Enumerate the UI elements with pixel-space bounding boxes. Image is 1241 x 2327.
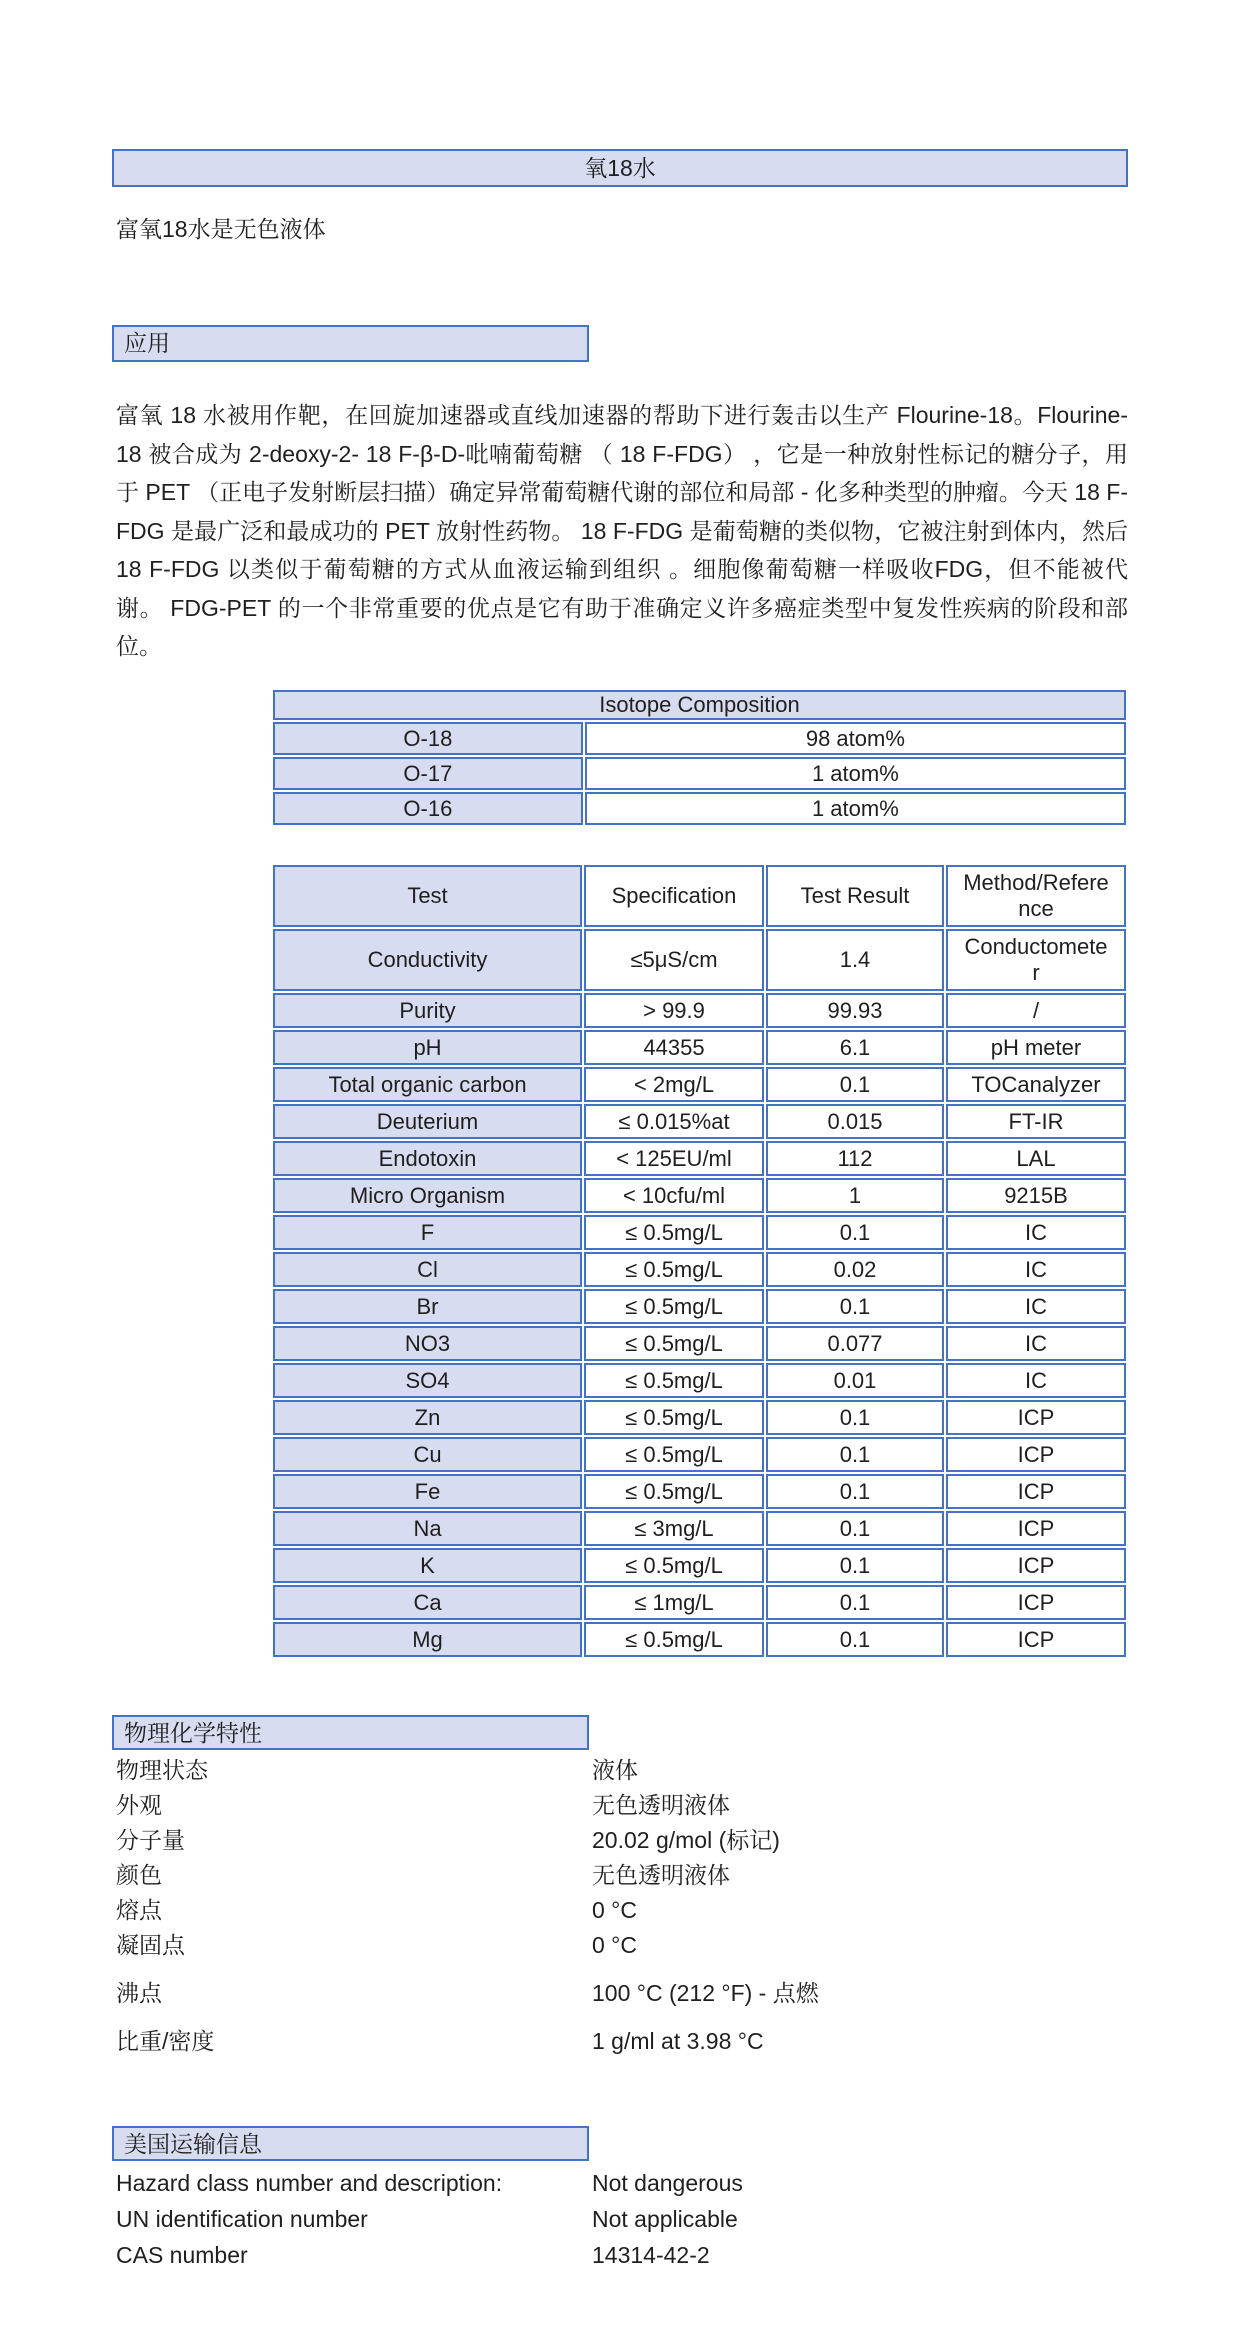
test-name-cell: Br (273, 1289, 582, 1324)
test-name-cell: Fe (273, 1474, 582, 1509)
specification-cell: ≤ 0.5mg/L (584, 1548, 764, 1583)
isotope-composition-table (271, 688, 1128, 827)
property-value: 20.02 g/mol (标记) (592, 1827, 780, 1853)
test-name-cell: SO4 (273, 1363, 582, 1398)
table-row (273, 792, 1126, 825)
test-name-cell: Mg (273, 1622, 582, 1657)
specification-cell: ≤ 0.5mg/L (584, 1252, 764, 1287)
property-value: 无色透明液体 (592, 1792, 730, 1818)
test-result-cell: 0.1 (766, 1511, 944, 1546)
method-cell: IC (946, 1363, 1126, 1398)
test-result-cell: 0.1 (766, 1067, 944, 1102)
specification-cell: ≤ 0.5mg/L (584, 1622, 764, 1657)
method-cell: TOCanalyzer (946, 1067, 1126, 1102)
section-header-transport-info: 美国运输信息 (112, 2126, 589, 2161)
property-label: 分子量 (116, 1827, 185, 1853)
test-name-cell: Total organic carbon (273, 1067, 582, 1102)
test-name-cell: F (273, 1215, 582, 1250)
method-cell: pH meter (946, 1030, 1126, 1065)
specification-cell: < 125EU/ml (584, 1141, 764, 1176)
specification-cell: < 2mg/L (584, 1067, 764, 1102)
property-label: 颜色 (116, 1862, 162, 1888)
test-result-cell: 0.1 (766, 1474, 944, 1509)
table-row (273, 1252, 1126, 1287)
property-label: 沸点 (116, 1980, 162, 2006)
test-result-cell: 99.93 (766, 993, 944, 1028)
specification-cell: ≤ 0.5mg/L (584, 1363, 764, 1398)
specification-cell: ≤ 0.5mg/L (584, 1437, 764, 1472)
transport-row (116, 2165, 1128, 2201)
table-row (273, 1437, 1126, 1472)
isotope-name-cell: O-16 (273, 792, 583, 825)
table-row (273, 1104, 1126, 1139)
property-label: 凝固点 (116, 1932, 185, 1958)
table-row (273, 1363, 1126, 1398)
test-result-cell: 0.077 (766, 1326, 944, 1361)
intro-text: 富氧18水是无色液体 (116, 216, 326, 242)
specification-cell: ≤5μS/cm (584, 929, 764, 991)
page-title: 氧18水 (112, 149, 1128, 187)
test-name-cell: NO3 (273, 1326, 582, 1361)
isotope-table-header-row (273, 690, 1126, 720)
property-value: 0 °C (592, 1897, 637, 1923)
method-cell: ICP (946, 1437, 1126, 1472)
test-result-cell: 0.02 (766, 1252, 944, 1287)
method-cell: FT-IR (946, 1104, 1126, 1139)
table-row (273, 1548, 1126, 1583)
test-name-cell: Deuterium (273, 1104, 582, 1139)
isotope-value-cell: 98 atom% (585, 722, 1126, 755)
test-result-cell: 0.1 (766, 1289, 944, 1324)
method-cell: LAL (946, 1141, 1126, 1176)
column-header-method-reference: Method/Reference (946, 865, 1126, 927)
property-label: 物理状态 (116, 1757, 208, 1783)
test-name-cell: Cu (273, 1437, 582, 1472)
test-name-cell: Purity (273, 993, 582, 1028)
test-result-cell: 0.1 (766, 1548, 944, 1583)
property-value: 100 °C (212 °F) - 点燃 (592, 1980, 819, 2006)
table-row (273, 1622, 1126, 1657)
property-row (116, 1976, 1128, 2011)
isotope-name-cell: O-18 (273, 722, 583, 755)
test-name-cell: Zn (273, 1400, 582, 1435)
test-specification-table (271, 863, 1128, 1659)
method-cell: IC (946, 1326, 1126, 1361)
isotope-value-cell: 1 atom% (585, 757, 1126, 790)
specification-cell: ≤ 0.015%at (584, 1104, 764, 1139)
test-result-cell: 0.015 (766, 1104, 944, 1139)
table-row (273, 1326, 1126, 1361)
table-row (273, 722, 1126, 755)
specification-cell: ≤ 0.5mg/L (584, 1474, 764, 1509)
table-row (273, 929, 1126, 991)
method-cell: IC (946, 1289, 1126, 1324)
section-header-application: 应用 (112, 325, 589, 362)
physical-properties-list (116, 1753, 1128, 2059)
test-result-cell: 1 (766, 1178, 944, 1213)
test-name-cell: Cl (273, 1252, 582, 1287)
property-value: 液体 (592, 1757, 638, 1783)
method-cell: ICP (946, 1400, 1126, 1435)
property-label: 比重/密度 (116, 2028, 215, 2054)
property-row (116, 1823, 1128, 1858)
property-row (116, 2024, 1128, 2059)
transport-row (116, 2201, 1128, 2237)
specification-cell: < 10cfu/ml (584, 1178, 764, 1213)
table-row (273, 1141, 1126, 1176)
test-table-header-row (273, 865, 1126, 927)
specification-cell: ≤ 0.5mg/L (584, 1289, 764, 1324)
test-result-cell: 0.01 (766, 1363, 944, 1398)
test-name-cell: Endotoxin (273, 1141, 582, 1176)
table-row (273, 1178, 1126, 1213)
transport-row (116, 2237, 1128, 2273)
test-result-cell: 0.1 (766, 1585, 944, 1620)
specification-cell: ≤ 1mg/L (584, 1585, 764, 1620)
test-name-cell: Ca (273, 1585, 582, 1620)
specification-cell: ≤ 0.5mg/L (584, 1400, 764, 1435)
property-row (116, 1893, 1128, 1928)
test-result-cell: 112 (766, 1141, 944, 1176)
property-row (116, 1788, 1128, 1823)
isotope-table-title: Isotope Composition (273, 690, 1126, 720)
method-cell: ICP (946, 1548, 1126, 1583)
table-row (273, 993, 1126, 1028)
column-header-test-result: Test Result (766, 865, 944, 927)
transport-value: Not applicable (592, 2206, 738, 2232)
table-row (273, 1215, 1126, 1250)
table-row (273, 1474, 1126, 1509)
test-name-cell: pH (273, 1030, 582, 1065)
specification-cell: ≤ 0.5mg/L (584, 1326, 764, 1361)
method-cell: IC (946, 1215, 1126, 1250)
method-cell: ICP (946, 1474, 1126, 1509)
table-row (273, 1289, 1126, 1324)
transport-info-list (116, 2165, 1128, 2273)
test-result-cell: 0.1 (766, 1215, 944, 1250)
test-name-cell: Conductivity (273, 929, 582, 991)
method-cell: ICP (946, 1622, 1126, 1657)
property-value: 0 °C (592, 1932, 637, 1958)
transport-label: CAS number (116, 2242, 248, 2268)
column-header-specification: Specification (584, 865, 764, 927)
test-result-cell: 1.4 (766, 929, 944, 991)
property-label: 外观 (116, 1792, 162, 1818)
specification-cell: > 99.9 (584, 993, 764, 1028)
property-row (116, 1753, 1128, 1788)
property-row (116, 1858, 1128, 1893)
section-header-physical-properties: 物理化学特性 (112, 1715, 589, 1750)
test-result-cell: 0.1 (766, 1622, 944, 1657)
transport-label: UN identification number (116, 2206, 368, 2232)
transport-label: Hazard class number and description: (116, 2170, 503, 2196)
table-row (273, 1400, 1126, 1435)
method-cell: IC (946, 1252, 1126, 1287)
isotope-value-cell: 1 atom% (585, 792, 1126, 825)
table-row (273, 1585, 1126, 1620)
method-cell: Conductometer (946, 929, 1126, 991)
table-row (273, 1030, 1126, 1065)
test-result-cell: 0.1 (766, 1400, 944, 1435)
specification-cell: 44355 (584, 1030, 764, 1065)
method-cell: / (946, 993, 1126, 1028)
property-row (116, 1928, 1128, 1963)
method-cell: ICP (946, 1511, 1126, 1546)
method-cell: 9215B (946, 1178, 1126, 1213)
table-row (273, 757, 1126, 790)
property-value: 无色透明液体 (592, 1862, 730, 1888)
table-row (273, 1067, 1126, 1102)
test-result-cell: 0.1 (766, 1437, 944, 1472)
specification-cell: ≤ 0.5mg/L (584, 1215, 764, 1250)
property-label: 熔点 (116, 1897, 162, 1923)
property-value: 1 g/ml at 3.98 °C (592, 2028, 764, 2054)
specification-cell: ≤ 3mg/L (584, 1511, 764, 1546)
transport-value: Not dangerous (592, 2170, 743, 2196)
test-name-cell: K (273, 1548, 582, 1583)
isotope-name-cell: O-17 (273, 757, 583, 790)
test-name-cell: Micro Organism (273, 1178, 582, 1213)
column-header-test: Test (273, 865, 582, 927)
method-cell: ICP (946, 1585, 1126, 1620)
test-result-cell: 6.1 (766, 1030, 944, 1065)
table-row (273, 1511, 1126, 1546)
transport-value: 14314-42-2 (592, 2242, 710, 2268)
test-name-cell: Na (273, 1511, 582, 1546)
application-body: 富氧 18 水被用作靶，在回旋加速器或直线加速器的帮助下进行轰击以生产 Flourine-18。Flourine-18 被合成为 2-deoxy-2- 18 F-β-D-吡喃葡萄糖 （ 18 F-FDG） ，它是一种放射性标记的糖分子，用于 PET （正电子发射断层扫描）确定异常葡萄糖代谢的部位和局部 - 化多种类型的肿瘤。今天 18 F-FDG 是最广泛和最成功的 PET 放射性药物。 18 F-FDG 是葡萄糖的类似物，它被注射到体内，然后 18 F-FDG 以类似于葡萄糖的方式从血液运输到组织 。细胞像葡萄糖一样吸收FDG，但不能被代谢。 FDG-PET 的一个非常重要的优点是它有助于准确定义许多癌症类型中复发性疾病的阶段和部位。 (116, 402, 1128, 659)
